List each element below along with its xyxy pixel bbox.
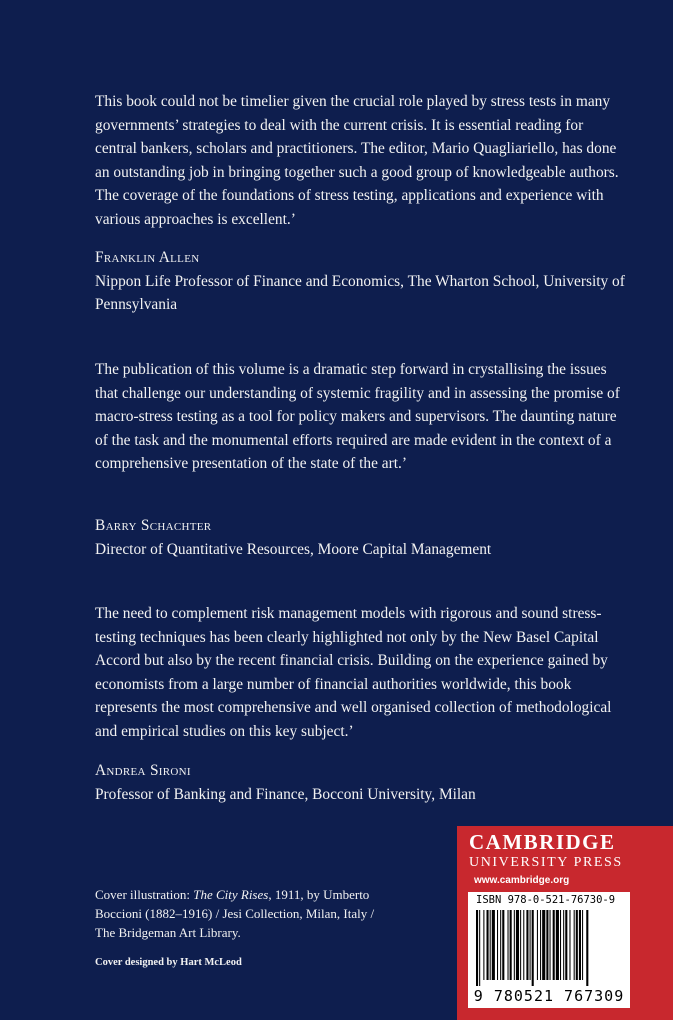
barcode-bar	[569, 910, 570, 980]
author-role: Nippon Life Professor of Finance and Economics, The Wharton School, University of Pennsylvania	[95, 272, 625, 313]
barcode-bar	[526, 910, 528, 980]
barcode-bar	[532, 910, 534, 986]
barcode-bar	[530, 910, 531, 980]
barcode-bar	[497, 910, 498, 980]
cover-illustration-credit	[95, 885, 395, 942]
barcode-bar	[556, 910, 559, 980]
barcode-bar	[550, 910, 551, 980]
publisher-block	[457, 826, 673, 1020]
barcode-bar	[586, 910, 588, 986]
author-name: Andrea Sironi	[95, 762, 191, 779]
cover-designer-credit: Cover designed by Hart McLeod	[95, 957, 242, 968]
artwork-title: The City Rises	[193, 887, 269, 902]
barcode-bar	[523, 910, 524, 980]
barcode-bar	[502, 910, 504, 980]
publisher-url: www.cambridge.org	[474, 875, 570, 886]
barcode-graphic	[474, 910, 624, 986]
author-role: Director of Quantitative Resources, Moore Capital Management	[95, 540, 492, 558]
barcode-bar	[546, 910, 548, 980]
barcode-bar	[516, 910, 519, 980]
barcode-bar	[576, 910, 578, 980]
author-name: Barry Schachter	[95, 517, 212, 534]
publisher-name: CAMBRIDGE	[469, 830, 616, 854]
barcode-panel	[468, 892, 630, 1008]
barcode-bar	[514, 910, 515, 980]
barcode-bar	[542, 910, 545, 980]
barcode-bar	[540, 910, 541, 980]
credit-rest: , 1911, by Umberto Boccioni (1882–1916) / Jesi Collection, Milan, Italy / The Bridgeman Art Library.	[95, 887, 375, 940]
isbn-label: ISBN 978-0-521-76730-9	[476, 894, 616, 906]
barcode-bar	[500, 910, 501, 980]
barcode-bar	[492, 910, 495, 980]
endorsement-quote-3: The need to complement risk management models with rigorous and sound stress-testing techniques has been clearly highlighted not only by the New Basel Capital Accord but also by the recent financial crisis. Building on the experience gained by economists from a large number of financial authorities worldwide, this book represents the most comprehensive and well organised collection of methodological and empirical studies on this key subject.’	[95, 605, 612, 740]
endorsement-author-3	[95, 759, 625, 806]
barcode-bar	[476, 910, 478, 986]
barcode-bar	[560, 910, 561, 980]
barcode-bar	[487, 910, 489, 980]
barcode-bar	[537, 910, 538, 980]
publisher-subtitle: UNIVERSITY PRESS	[469, 855, 623, 870]
barcode-bar	[574, 910, 575, 980]
barcode-bar	[579, 910, 581, 980]
barcode-bar	[553, 910, 555, 980]
barcode-bar	[563, 910, 564, 980]
barcode-bar	[508, 910, 509, 980]
barcode-bar	[479, 910, 480, 986]
author-name: Franklin Allen	[95, 249, 200, 266]
endorsement-quote-1: This book could not be timelier given the crucial role played by stress tests in many governments’ strategies to deal with the current crisis. It is essential reading for central bankers, scholars and practitioners. The editor, Mario Quagliariello, has done an outstanding job in bringing together such a good group of knowledgeable authors. The coverage of the foundations of stress testing, applications and experience with various approaches is excellent.’	[95, 93, 619, 228]
credit-prefix: Cover illustration:	[95, 887, 194, 902]
endorsement-author-1	[95, 246, 625, 317]
barcode-bar	[510, 910, 512, 980]
endorsement-quote-2: The publication of this volume is a dramatic step forward in crystallising the issues that challenge our understanding of systemic fragility and in assessing the promise of macro-stress testing as a tool for policy makers and supervisors. The daunting nature of the task and the monumental efforts required are made evident in the context of a comprehensive presentation of the state of the art.’	[95, 361, 620, 472]
barcode-bar	[483, 910, 484, 980]
ean-number: 9 780521 767309	[473, 987, 625, 1005]
barcode-bar	[582, 910, 583, 980]
endorsement-author-2	[95, 514, 625, 561]
barcode-bar	[490, 910, 491, 980]
barcode-bar	[520, 910, 521, 980]
author-role: Professor of Banking and Finance, Bocconi University, Milan	[95, 785, 476, 803]
barcode-bar	[565, 910, 567, 980]
